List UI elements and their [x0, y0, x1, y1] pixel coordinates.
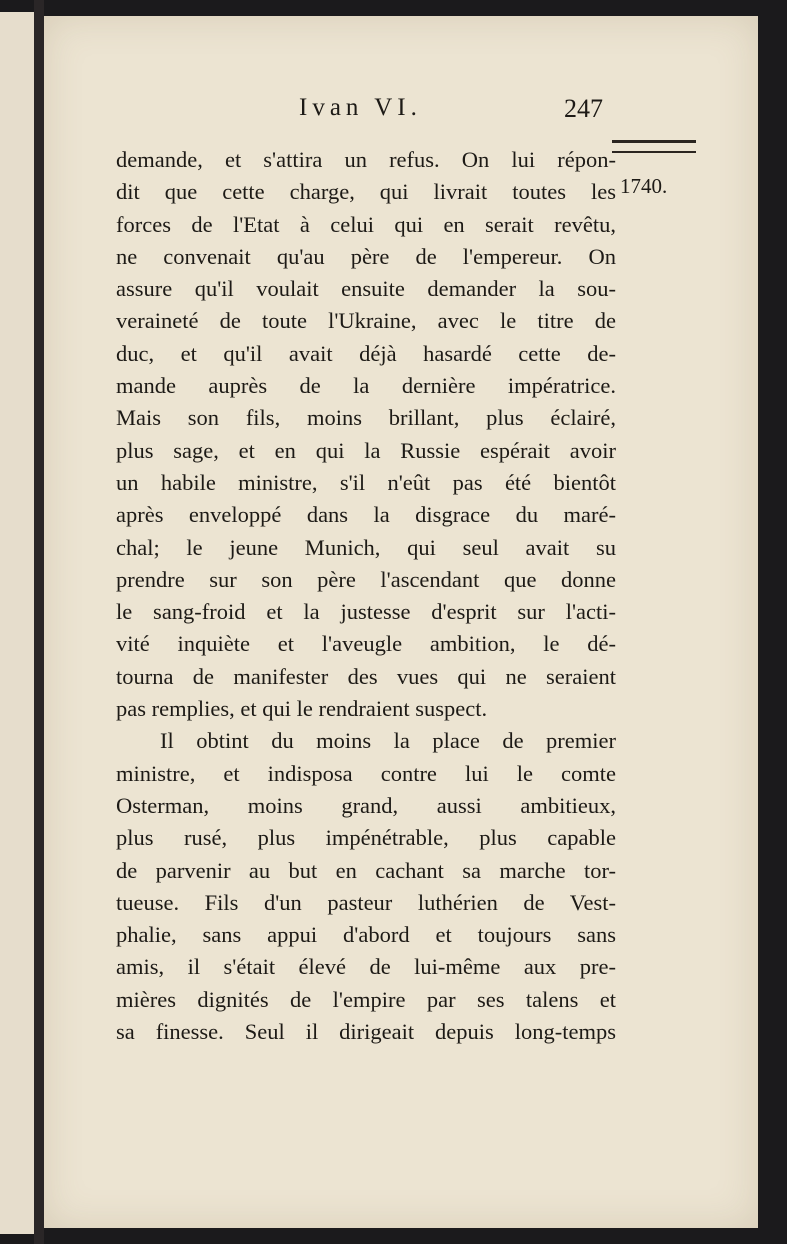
page-number: 247 [564, 94, 603, 123]
text-line: forces de l'Etat à celui qui en serait revêtu, [116, 211, 616, 237]
text-line: dit que cette charge, qui livrait toutes les [116, 179, 616, 205]
text-line: le sang-froid et la justesse d'esprit sur l'acti- [116, 599, 616, 625]
text-line: assure qu'il voulait ensuite demander la sou- [116, 276, 616, 302]
text-line: mande auprès de la dernière impératrice. [116, 373, 616, 399]
running-title: Ivan VI. [299, 94, 422, 121]
text-line: ne convenait qu'au père de l'empereur. On [116, 243, 616, 269]
text-line: Mais son fils, moins brillant, plus éclairé, [116, 405, 616, 431]
text-line: tueuse. Fils d'un pasteur luthérien de Vest- [116, 889, 616, 915]
text-line: pas remplies, et qui le rendraient suspect. [116, 696, 488, 722]
text-line: veraineté de toute l'Ukraine, avec le titre de [116, 308, 616, 334]
text-line: ministre, et indisposa contre lui le comte [116, 760, 616, 786]
text-line: sa finesse. Seul il dirigeait depuis long-temps [116, 1019, 616, 1045]
text-line: mières dignités de l'empire par ses talens et [116, 986, 616, 1012]
book-gutter [34, 0, 44, 1244]
text-line: duc, et qu'il avait déjà hasardé cette de- [116, 340, 616, 366]
facing-page-edge [0, 12, 34, 1234]
text-line: de parvenir au but en cachant sa marche tor- [116, 857, 616, 883]
text-line: chal; le jeune Munich, qui seul avait su [116, 534, 616, 560]
text-line: vité inquiète et l'aveugle ambition, le dé- [116, 631, 616, 657]
text-line: amis, il s'était élevé de lui-même aux pre- [116, 954, 616, 980]
text-line: demande, et s'attira un refus. On lui répon- [116, 147, 616, 172]
book-page [44, 16, 758, 1228]
text-line: plus rusé, plus impénétrable, plus capable [116, 825, 616, 851]
text-line: après enveloppé dans la disgrace du maré- [116, 502, 616, 528]
text-line: Osterman, moins grand, aussi ambitieux, [116, 792, 616, 818]
text-line: prendre sur son père l'ascendant que donne [116, 566, 616, 592]
margin-rule [612, 140, 696, 153]
text-line: phalie, sans appui d'abord et toujours sans [116, 922, 616, 948]
text-line: tourna de manifester des vues qui ne seraient [116, 663, 616, 689]
text-line: Il obtint du moins la place de premier [160, 728, 616, 754]
text-line: plus sage, et en qui la Russie espérait avoir [116, 437, 616, 463]
text-line: un habile ministre, s'il n'eût pas été bientôt [116, 469, 616, 495]
margin-year: 1740. [620, 174, 668, 198]
running-head [44, 94, 758, 134]
body-text [116, 144, 616, 1048]
